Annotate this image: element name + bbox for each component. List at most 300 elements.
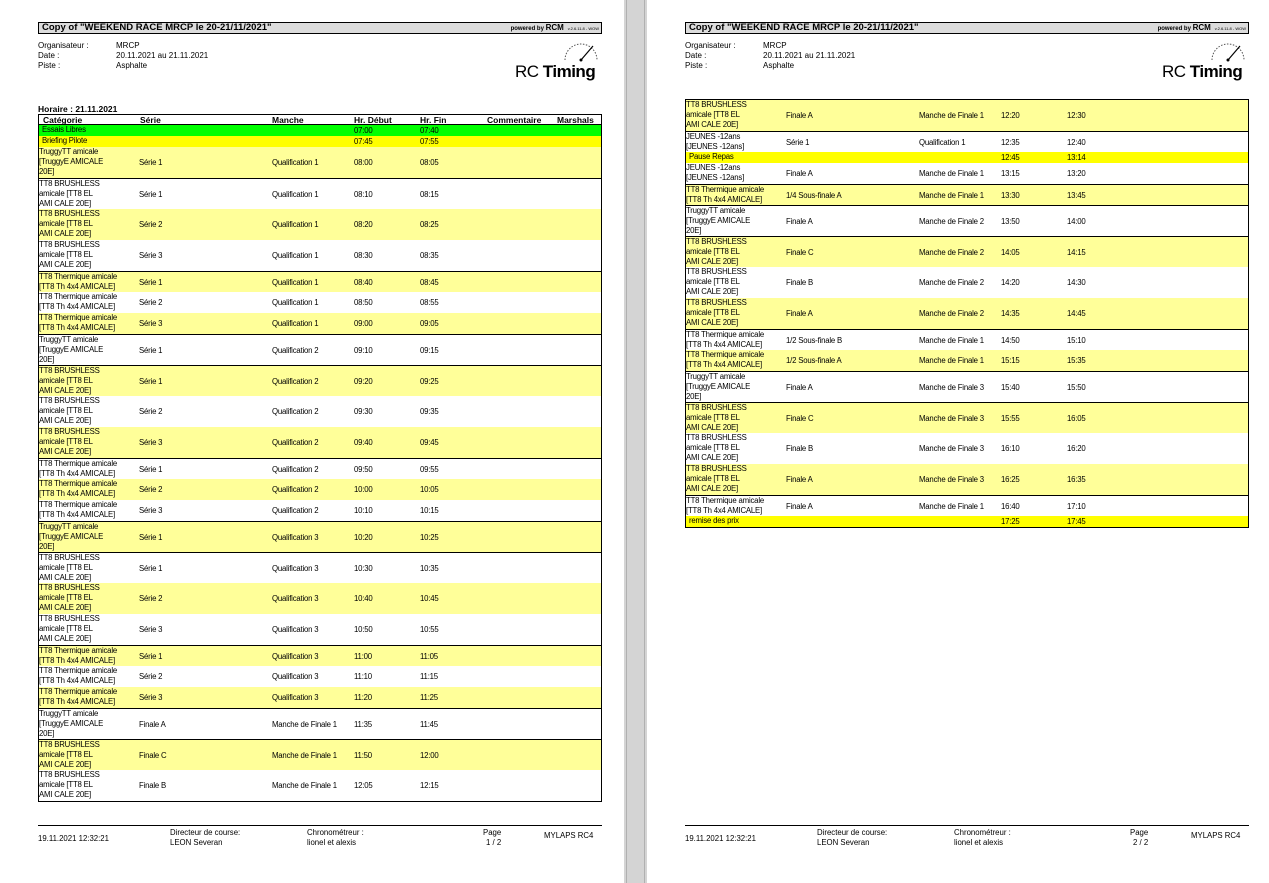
table-row [686,350,1248,371]
table-row [686,152,1248,163]
piste-label: Piste : [38,61,61,70]
table-row [39,396,601,427]
row-debut: 11:00 [354,652,372,661]
powered-by [1158,24,1246,33]
row-manche: Manche de Finale 2 [919,248,984,257]
row-categorie: TT8 BRUSHLESS amicale [TT8 EL AMI CALE 20E] [39,740,100,769]
row-manche: Qualification 1 [272,298,319,307]
row-categorie: TT8 BRUSHLESS amicale [TT8 EL AMI CALE 20E] [686,464,747,493]
row-debut: 10:40 [354,594,373,603]
table-row [39,739,601,770]
row-fin: 11:15 [420,672,438,681]
chrono-label: Chronométreur : [954,828,1011,837]
row-manche: Manche de Finale 3 [919,475,984,484]
report-page-2 [647,0,1269,883]
row-debut: 10:50 [354,625,373,634]
row-manche: Qualification 3 [272,564,319,573]
row-fin: 10:35 [420,564,439,573]
row-serie: Série 1 [139,465,163,474]
table-row [39,552,601,583]
row-manche: Qualification 2 [272,465,319,474]
table-row [686,516,1248,527]
chrono-value: lionel et alexis [954,838,1003,847]
row-debut: 11:50 [354,751,372,760]
row-manche: Manche de Finale 1 [919,191,984,200]
row-fin: 14:00 [1067,217,1086,226]
powered-by-label: powered by [1157,26,1191,32]
row-serie: Série 1 [139,158,163,167]
table-row [39,292,601,313]
row-fin: 09:35 [420,407,439,416]
table-row [686,433,1248,464]
logo-rc: RC [1162,62,1186,81]
row-serie: Série 2 [139,672,163,681]
row-categorie: TT8 Thermique amicale [TT8 Th 4x4 AMICALE] [686,496,764,515]
row-fin: 13:20 [1067,169,1086,178]
row-manche: Qualification 1 [919,138,966,147]
date-value: 20.11.2021 au 21.11.2021 [763,51,856,60]
row-manche: Qualification 3 [272,693,319,702]
row-manche: Manche de Finale 1 [919,169,984,178]
powered-by-version: v.2.6.11.8 - WOW [1214,26,1246,31]
print-timestamp: 19.11.2021 12:32:21 [685,834,756,843]
row-fin: 07:55 [420,137,439,146]
row-categorie: TT8 Thermique amicale [TT8 Th 4x4 AMICALE] [686,330,764,349]
row-fin: 13:14 [1067,153,1086,162]
row-manche: Qualification 1 [272,251,319,260]
table-row [39,687,601,708]
horaire-title: Horaire : 21.11.2021 [38,104,118,114]
row-fin: 08:45 [420,278,439,287]
row-manche: Qualification 1 [272,158,319,167]
table-row [39,583,601,614]
row-serie: Série 2 [139,298,163,307]
page-footer-2 [685,825,1249,847]
row-manche: Manche de Finale 2 [919,309,984,318]
row-serie: Finale A [786,502,813,511]
row-debut: 08:50 [354,298,373,307]
row-categorie: TT8 BRUSHLESS amicale [TT8 EL AMI CALE 20E] [686,298,747,327]
chrono-value: lionel et alexis [307,838,356,847]
row-debut: 12:45 [1001,153,1020,162]
row-manche: Manche de Finale 1 [919,336,984,345]
logo-text [1162,62,1242,82]
directeur-label: Directeur de course: [170,828,241,837]
row-serie: Série 3 [139,625,163,634]
row-fin: 10:55 [420,625,439,634]
row-categorie: TT8 Thermique amicale [TT8 Th 4x4 AMICALE] [39,292,117,311]
table-row [686,329,1248,350]
col-fin: Hr. Fin [420,115,447,125]
row-categorie: TT8 BRUSHLESS amicale [TT8 EL AMI CALE 20E] [39,614,100,643]
row-manche: Qualification 2 [272,377,319,386]
table-row [686,163,1248,184]
table-header [39,115,601,125]
table-row [686,298,1248,329]
row-fin: 07:40 [420,126,439,135]
powered-by-version: v.2.6.11.8 - WOW [567,26,599,31]
row-manche: Qualification 3 [272,672,319,681]
row-fin: 16:20 [1067,444,1086,453]
row-debut: 16:40 [1001,502,1020,511]
report-title: Copy of "WEEKEND RACE MRCP le 20-21/11/2021" [689,22,919,33]
row-debut: 11:35 [354,720,372,729]
logo-timing: Timing [542,62,596,81]
table-row [686,402,1248,433]
table-row [686,267,1248,298]
row-categorie: TT8 BRUSHLESS amicale [TT8 EL AMI CALE 20E] [39,553,100,582]
row-fin: 11:25 [420,693,438,702]
row-manche: Manche de Finale 3 [919,444,984,453]
row-fin: 16:05 [1067,414,1086,423]
row-fin: 09:15 [420,346,439,355]
report-title-bar [685,22,1249,34]
table-row [686,184,1248,205]
row-fin: 12:15 [420,781,439,790]
page-footer-1 [38,825,602,847]
row-categorie: TT8 BRUSHLESS amicale [TT8 EL AMI CALE 20E] [686,433,747,462]
row-debut: 11:20 [354,693,372,702]
row-manche: Manche de Finale 3 [919,414,984,423]
row-debut: 15:40 [1001,383,1020,392]
row-serie: Série 3 [139,319,163,328]
row-fin: 10:45 [420,594,439,603]
row-serie: Finale A [786,169,813,178]
row-manche: Qualification 2 [272,346,319,355]
table-row [686,495,1248,516]
row-debut: 07:45 [354,137,373,146]
row-debut: 12:35 [1001,138,1020,147]
organisateur-label: Organisateur : [38,41,89,50]
row-fin: 11:05 [420,652,438,661]
row-manche: Qualification 2 [272,485,319,494]
row-categorie: JEUNES -12ans [JEUNES -12ans] [686,163,745,182]
row-debut: 09:30 [354,407,373,416]
row-manche: Manche de Finale 1 [919,502,984,511]
row-categorie: TT8 Thermique amicale [TT8 Th 4x4 AMICALE] [39,666,117,685]
row-categorie: TT8 Thermique amicale [TT8 Th 4x4 AMICALE] [39,272,117,291]
row-serie: Série 1 [786,138,810,147]
row-fin: 15:35 [1067,356,1086,365]
row-fin: 08:15 [420,190,439,199]
logo-rc: RC [515,62,539,81]
row-debut: 10:20 [354,533,373,542]
report-page-1 [0,0,624,883]
row-manche: Qualification 2 [272,506,319,515]
row-serie: Série 3 [139,438,163,447]
row-fin: 17:45 [1067,517,1086,526]
date-label: Date : [685,51,707,60]
row-serie: Série 1 [139,278,163,287]
row-fin: 10:15 [420,506,439,515]
table-row [686,205,1248,236]
row-fin: 08:05 [420,158,439,167]
row-categorie: TT8 Thermique amicale [TT8 Th 4x4 AMICALE] [39,459,117,478]
row-serie: Finale A [786,217,813,226]
row-debut: 12:20 [1001,111,1020,120]
row-fin: 08:25 [420,220,439,229]
table-row [39,209,601,240]
timing-system: MYLAPS RC4 [1191,831,1241,840]
row-manche: Manche de Finale 1 [919,356,984,365]
row-fin: 12:30 [1067,111,1086,120]
row-categorie: JEUNES -12ans [JEUNES -12ans] [686,132,745,151]
gauge-icon [561,40,601,62]
row-categorie: TT8 BRUSHLESS amicale [TT8 EL AMI CALE 20E] [686,403,747,432]
table-row [39,365,601,396]
directeur-value: LEON Severan [170,838,223,847]
row-categorie: TT8 BRUSHLESS amicale [TT8 EL AMI CALE 20E] [39,583,100,612]
row-fin: 17:10 [1067,502,1086,511]
row-categorie: TT8 Thermique amicale [TT8 Th 4x4 AMICALE] [39,687,117,706]
page-label: Page [483,828,502,837]
row-manche: Manche de Finale 3 [919,383,984,392]
table-row [39,178,601,209]
row-serie: Finale A [786,309,813,318]
row-serie: 1/2 Sous-finale B [786,336,842,345]
row-manche: Manche de Finale 1 [272,720,337,729]
row-serie: Série 1 [139,346,163,355]
row-categorie: TT8 Thermique amicale [TT8 Th 4x4 AMICALE] [686,185,764,204]
table-row [39,334,601,365]
row-fin: 15:10 [1067,336,1086,345]
schedule-table-page-1 [38,114,602,802]
powered-by-label: powered by [510,26,544,32]
row-debut: 08:30 [354,251,373,260]
row-serie: Série 2 [139,594,163,603]
row-debut: 08:40 [354,278,373,287]
row-serie: Finale C [786,414,814,423]
row-debut: 08:10 [354,190,373,199]
table-body-page-2 [686,100,1248,527]
organisateur-value: MRCP [763,41,787,50]
row-manche: Qualification 2 [272,438,319,447]
col-serie: Série [140,115,161,125]
row-manche: Qualification 1 [272,220,319,229]
row-manche: Qualification 3 [272,533,319,542]
gauge-icon [1208,40,1248,62]
date-label: Date : [38,51,60,60]
table-row [39,240,601,271]
row-manche: Qualification 3 [272,594,319,603]
row-debut: 09:50 [354,465,373,474]
row-serie: 1/2 Sous-finale A [786,356,842,365]
row-serie: Série 1 [139,533,163,542]
row-fin: 14:30 [1067,278,1086,287]
row-serie: Finale C [786,248,814,257]
timing-system: MYLAPS RC4 [544,831,594,840]
row-debut: 09:20 [354,377,373,386]
row-categorie: Briefing Pilote [42,136,88,145]
logo-text [515,62,595,82]
row-categorie: TruggyTT amicale [TruggyE AMICALE 20E] [39,522,104,551]
row-categorie: TT8 BRUSHLESS amicale [TT8 EL AMI CALE 20E] [39,179,100,208]
row-fin: 14:15 [1067,248,1086,257]
row-serie: Série 1 [139,377,163,386]
row-manche: Manche de Finale 1 [272,781,337,790]
row-categorie: TT8 BRUSHLESS amicale [TT8 EL AMI CALE 20E] [39,396,100,425]
row-debut: 14:50 [1001,336,1020,345]
schedule-table-page-2 [685,99,1249,528]
row-fin: 09:05 [420,319,439,328]
table-row [39,458,601,479]
rctiming-logo [1162,40,1252,84]
powered-by-brand: RCM [1192,23,1211,32]
row-debut: 14:20 [1001,278,1020,287]
row-serie: Finale A [139,720,166,729]
organisateur-label: Organisateur : [685,41,736,50]
row-serie: 1/4 Sous-finale A [786,191,842,200]
col-marshals: Marshals [557,115,594,125]
table-row [39,645,601,666]
page-separator [626,0,645,883]
page-number: 2 / 2 [1133,838,1149,847]
table-row [39,271,601,292]
row-fin: 14:45 [1067,309,1086,318]
row-manche: Qualification 2 [272,407,319,416]
row-serie: Finale B [139,781,167,790]
col-categorie: Catégorie [43,115,83,125]
row-debut: 13:15 [1001,169,1020,178]
table-row [39,313,601,334]
row-serie: Finale B [786,278,814,287]
row-serie: Série 2 [139,407,163,416]
piste-value: Asphalte [763,61,795,70]
row-manche: Manche de Finale 2 [919,217,984,226]
row-debut: 13:50 [1001,217,1020,226]
table-row [686,131,1248,152]
row-serie: Finale B [786,444,814,453]
piste-value: Asphalte [116,61,148,70]
table-row [39,136,601,147]
row-debut: 15:15 [1001,356,1020,365]
rctiming-logo [515,40,605,84]
row-debut: 16:25 [1001,475,1020,484]
row-fin: 15:50 [1067,383,1086,392]
row-fin: 12:00 [420,751,439,760]
row-debut: 07:00 [354,126,373,135]
report-title-bar [38,22,602,34]
row-debut: 14:05 [1001,248,1020,257]
organisateur-value: MRCP [116,41,140,50]
report-title: Copy of "WEEKEND RACE MRCP le 20-21/11/2021" [42,22,272,33]
table-row [39,147,601,178]
row-fin: 12:40 [1067,138,1086,147]
row-serie: Finale A [786,111,813,120]
table-row [39,427,601,458]
row-debut: 10:00 [354,485,373,494]
row-manche: Qualification 3 [272,652,319,661]
row-serie: Série 1 [139,564,163,573]
table-row [686,464,1248,495]
chrono-label: Chronométreur : [307,828,364,837]
directeur-value: LEON Severan [817,838,870,847]
row-debut: 13:30 [1001,191,1020,200]
col-debut: Hr. Début [354,115,392,125]
piste-label: Piste : [685,61,708,70]
table-body-page-1 [39,125,601,801]
row-categorie: TT8 BRUSHLESS amicale [TT8 EL AMI CALE 20E] [39,427,100,456]
table-row [39,666,601,687]
row-debut: 11:10 [354,672,372,681]
row-serie: Finale C [139,751,167,760]
table-row [39,521,601,552]
row-categorie: TT8 Thermique amicale [TT8 Th 4x4 AMICALE] [39,313,117,332]
row-manche: Manche de Finale 1 [919,111,984,120]
row-categorie: TT8 BRUSHLESS amicale [TT8 EL AMI CALE 20E] [686,100,747,129]
row-fin: 13:45 [1067,191,1086,200]
row-serie: Série 1 [139,652,163,661]
row-debut: 08:20 [354,220,373,229]
row-categorie: TT8 BRUSHLESS amicale [TT8 EL AMI CALE 20E] [686,237,747,266]
row-fin: 16:35 [1067,475,1086,484]
row-categorie: remise des prix [689,516,739,525]
row-debut: 15:55 [1001,414,1020,423]
row-fin: 09:45 [420,438,439,447]
row-debut: 10:30 [354,564,373,573]
table-row [686,236,1248,267]
row-fin: 09:55 [420,465,439,474]
table-row [39,708,601,739]
row-manche: Manche de Finale 1 [272,751,337,760]
row-serie: Série 2 [139,485,163,494]
table-row [39,125,601,136]
row-fin: 10:25 [420,533,439,542]
directeur-label: Directeur de course: [817,828,888,837]
table-row [686,371,1248,402]
row-serie: Série 1 [139,190,163,199]
page-number: 1 / 2 [486,838,502,847]
row-categorie: TruggyTT amicale [TruggyE AMICALE 20E] [39,335,104,364]
row-categorie: TruggyTT amicale [TruggyE AMICALE 20E] [39,147,104,176]
row-fin: 11:45 [420,720,438,729]
print-timestamp: 19.11.2021 12:32:21 [38,834,109,843]
table-row [39,770,601,801]
table-row [39,479,601,500]
row-manche: Qualification 3 [272,625,319,634]
table-row [39,614,601,645]
row-debut: 09:40 [354,438,373,447]
powered-by [511,24,599,33]
row-categorie: TT8 Thermique amicale [TT8 Th 4x4 AMICALE] [39,479,117,498]
col-commentaire: Commentaire [487,115,542,125]
row-fin: 08:35 [420,251,439,260]
row-debut: 09:00 [354,319,373,328]
row-categorie: TT8 BRUSHLESS amicale [TT8 EL AMI CALE 20E] [39,209,100,238]
row-debut: 12:05 [354,781,373,790]
row-categorie: TT8 Thermique amicale [TT8 Th 4x4 AMICALE] [686,350,764,369]
row-serie: Finale A [786,475,813,484]
row-manche: Qualification 1 [272,319,319,328]
row-categorie: TruggyTT amicale [TruggyE AMICALE 20E] [686,372,751,401]
row-manche: Manche de Finale 2 [919,278,984,287]
row-debut: 14:35 [1001,309,1020,318]
row-categorie: TT8 BRUSHLESS amicale [TT8 EL AMI CALE 20E] [39,770,100,799]
table-row [39,500,601,521]
row-fin: 09:25 [420,377,439,386]
row-fin: 08:55 [420,298,439,307]
row-categorie: TT8 Thermique amicale [TT8 Th 4x4 AMICALE] [39,646,117,665]
row-categorie: Pause Repas [689,152,734,161]
row-serie: Série 2 [139,220,163,229]
row-serie: Série 3 [139,693,163,702]
row-serie: Série 3 [139,251,163,260]
page-label: Page [1130,828,1149,837]
row-categorie: TT8 BRUSHLESS amicale [TT8 EL AMI CALE 20E] [686,267,747,296]
row-manche: Qualification 1 [272,278,319,287]
row-categorie: TruggyTT amicale [TruggyE AMICALE 20E] [686,206,751,235]
row-categorie: TT8 Thermique amicale [TT8 Th 4x4 AMICALE] [39,500,117,519]
